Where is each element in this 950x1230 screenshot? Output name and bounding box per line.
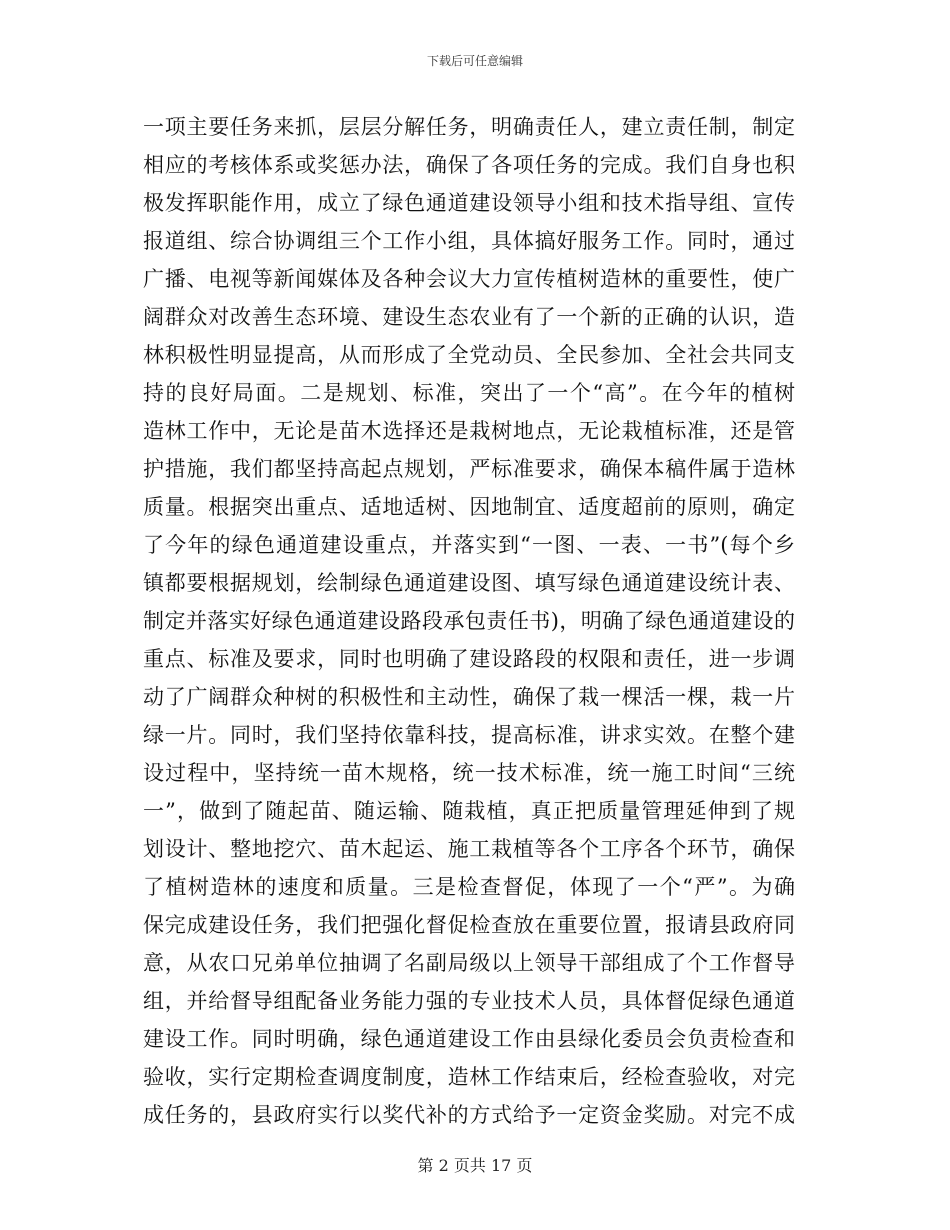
page-footer: 第 2 页共 17 页: [417, 1156, 533, 1175]
body-line: 报道组、综合协调组三个工作小组，具体搞好服务工作。同时，通过: [143, 229, 795, 253]
body-text: [143, 108, 795, 1134]
body-line: 划设计、整地挖穴、苗木起运、施工栽植等各个工序各个环节，确保: [143, 837, 795, 861]
body-line: 保完成建设任务，我们把强化督促检查放在重要位置，报请县政府同: [143, 913, 795, 937]
body-line: 极发挥职能作用，成立了绿色通道建设领导小组和技术指导组、宣传: [143, 191, 795, 215]
body-line: 设过程中，坚持统一苗木规格，统一技术标准，统一施工时间“三统: [143, 761, 795, 785]
body-line: 组，并给督导组配备业务能力强的专业技术人员，具体督促绿色通道: [143, 989, 795, 1013]
body-line: 意，从农口兄弟单位抽调了名副局级以上领导干部组成了个工作督导: [143, 951, 795, 975]
body-line: 阔群众对改善生态环境、建设生态农业有了一个新的正确的认识，造: [143, 305, 795, 329]
body-line: 了植树造林的速度和质量。三是检查督促，体现了一个“严”。为确: [143, 875, 795, 899]
body-line: 护措施，我们都坚持高起点规划，严标准要求，确保本稿件属于造林: [143, 457, 795, 481]
body-line: 一项主要任务来抓，层层分解任务，明确责任人，建立责任制，制定: [143, 115, 795, 139]
body-line: 一”，做到了随起苗、随运输、随栽植，真正把质量管理延伸到了规: [143, 799, 795, 823]
page-header: 下载后可任意编辑: [426, 54, 523, 68]
body-line: 验收，实行定期检查调度制度，造林工作结束后，经检查验收，对完: [143, 1065, 795, 1089]
body-line: 林积极性明显提高，从而形成了全党动员、全民参加、全社会共同支: [143, 343, 795, 367]
body-line: 质量。根据突出重点、适地适树、因地制宜、适度超前的原则，确定: [143, 495, 795, 519]
body-line: 重点、标准及要求，同时也明确了建设路段的权限和责任，进一步调: [143, 647, 795, 671]
body-line: 了今年的绿色通道建设重点，并落实到“一图、一表、一书”(每个乡: [143, 533, 795, 557]
body-line: 持的良好局面。二是规划、标准，突出了一个“高”。在今年的植树: [143, 381, 795, 405]
body-line: 制定并落实好绿色通道建设路段承包责任书)，明确了绿色通道建设的: [143, 609, 795, 633]
body-line: 绿一片。同时，我们坚持依靠科技，提高标准，讲求实效。在整个建: [143, 723, 795, 747]
body-line: 造林工作中，无论是苗木选择还是栽树地点，无论栽植标准，还是管: [143, 419, 795, 443]
body-line: 动了广阔群众种树的积极性和主动性，确保了栽一棵活一棵，栽一片: [143, 685, 795, 709]
body-line: 建设工作。同时明确，绿色通道建设工作由县绿化委员会负责检查和: [143, 1027, 795, 1051]
body-line: 广播、电视等新闻媒体及各种会议大力宣传植树造林的重要性，使广: [143, 267, 795, 291]
body-line: 成任务的，县政府实行以奖代补的方式给予一定资金奖励。对完不成: [143, 1103, 795, 1127]
body-line: 相应的考核体系或奖惩办法，确保了各项任务的完成。我们自身也积: [143, 153, 795, 177]
body-line: 镇都要根据规划，绘制绿色通道建设图、填写绿色通道建设统计表、: [143, 571, 795, 595]
